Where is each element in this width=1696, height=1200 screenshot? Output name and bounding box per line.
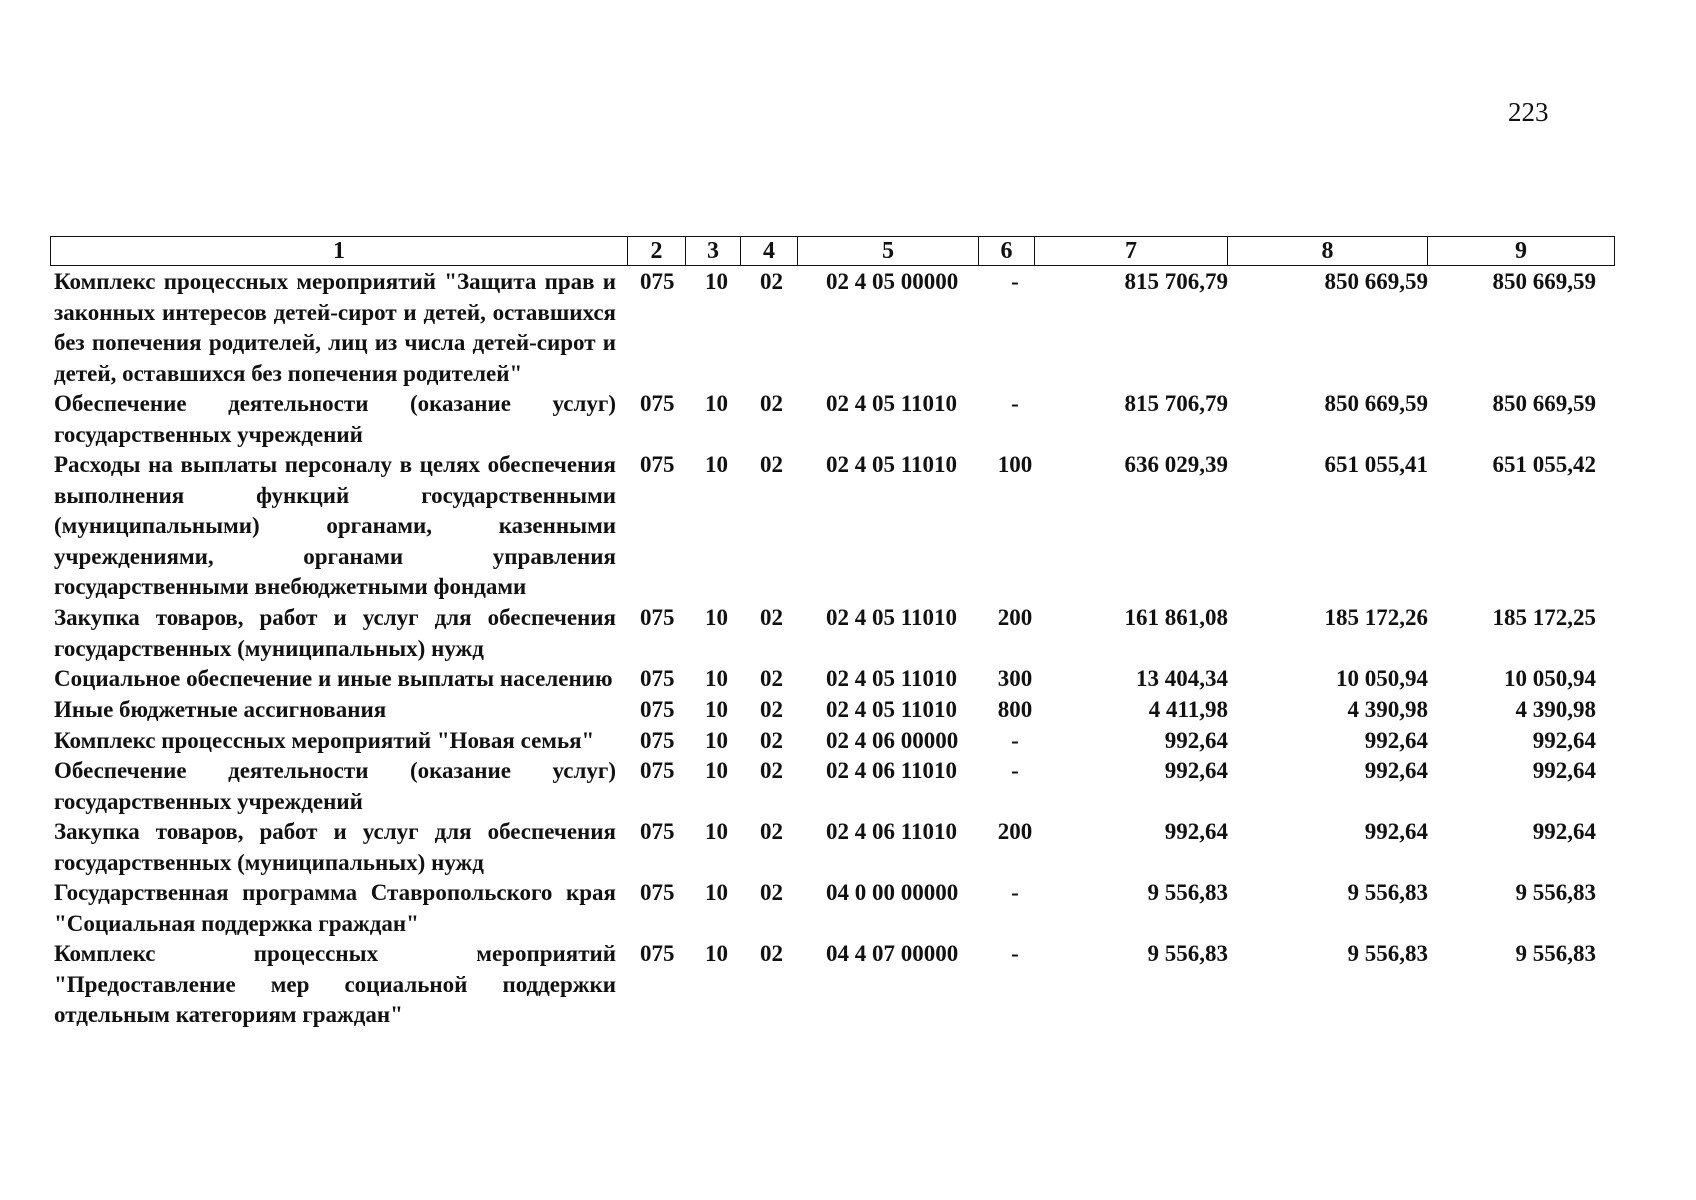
row-col-8: 992,64 [1364, 728, 1428, 753]
row-col-7: 161 861,08 [1124, 605, 1228, 630]
row-col-9: 4 390,98 [1515, 697, 1596, 722]
row-name: Закупка товаров, работ и услуг для обеспечения государственных (муниципальных) нужд [54, 605, 616, 661]
row-col-8: 9 556,83 [1347, 941, 1428, 966]
row-col-7: 9 556,83 [1147, 941, 1228, 966]
row-col-3: 10 [705, 391, 728, 416]
row-col-6: - [1011, 880, 1019, 905]
row-col-9: 992,64 [1532, 728, 1596, 753]
row-col-5: 02 4 05 11010 [826, 391, 957, 416]
row-col-9: 850 669,59 [1492, 269, 1596, 294]
row-col-5: 02 4 05 11010 [826, 666, 957, 691]
row-col-4: 02 [760, 452, 783, 477]
row-col-9: 992,64 [1532, 819, 1596, 844]
row-col-8: 992,64 [1364, 819, 1428, 844]
row-col-6: - [1011, 758, 1019, 783]
row-col-7: 992,64 [1164, 758, 1228, 783]
row-col-3: 10 [705, 605, 728, 630]
row-col-4: 02 [760, 697, 783, 722]
row-col-4: 02 [760, 728, 783, 753]
row-col-8: 850 669,59 [1324, 391, 1428, 416]
header-col-6: 6 [979, 237, 1035, 266]
row-col-2: 075 [640, 941, 675, 966]
row-col-6: 800 [997, 697, 1033, 722]
row-col-9: 9 556,83 [1515, 880, 1596, 905]
row-col-2: 075 [640, 391, 675, 416]
row-col-8: 651 055,41 [1324, 452, 1428, 477]
row-col-8: 9 556,83 [1347, 880, 1428, 905]
row-col-6: 200 [997, 819, 1033, 844]
row-col-7: 636 029,39 [1124, 452, 1228, 477]
row-col-7: 13 404,34 [1136, 666, 1228, 691]
row-name: Обеспечение деятельности (оказание услуг) государственных учреждений [54, 391, 616, 447]
row-col-3: 10 [705, 880, 728, 905]
row-name: Комплекс процессных мероприятий "Предоставление мер социальной поддержки отдельным категориям граждан" [54, 941, 616, 1028]
row-col-4: 02 [760, 880, 783, 905]
header-col-8: 8 [1228, 237, 1428, 266]
row-col-9: 992,64 [1532, 758, 1596, 783]
row-col-5: 02 4 05 00000 [826, 269, 959, 294]
row-name: Комплекс процессных мероприятий "Новая семья" [54, 728, 595, 753]
row-col-6: 200 [997, 605, 1033, 630]
row-col-6: - [1011, 728, 1019, 753]
row-col-8: 10 050,94 [1336, 666, 1428, 691]
row-col-4: 02 [760, 391, 783, 416]
row-col-3: 10 [705, 697, 728, 722]
row-col-3: 10 [705, 269, 728, 294]
row-col-6: - [1011, 941, 1019, 966]
header-col-1: 1 [51, 237, 628, 266]
row-col-5: 02 4 06 11010 [826, 819, 957, 844]
row-name: Государственная программа Ставропольского края "Социальная поддержка граждан" [54, 880, 616, 936]
row-col-9: 651 055,42 [1492, 452, 1596, 477]
row-col-3: 10 [705, 728, 728, 753]
row-col-2: 075 [640, 452, 675, 477]
row-col-4: 02 [760, 819, 783, 844]
row-col-2: 075 [640, 728, 675, 753]
row-col-3: 10 [705, 666, 728, 691]
row-name: Социальное обеспечение и иные выплаты населению [54, 666, 613, 691]
header-col-4: 4 [741, 237, 798, 266]
row-col-6: 100 [997, 452, 1033, 477]
row-name: Расходы на выплаты персоналу в целях обеспечения выполнения функций государственными (муниципальными) органами, казенными учреждениями, органами управления государственными внебюджетными фондами [54, 452, 616, 600]
row-col-5: 04 0 00 00000 [826, 880, 959, 905]
row-col-2: 075 [640, 605, 675, 630]
row-col-3: 10 [705, 941, 728, 966]
row-name: Обеспечение деятельности (оказание услуг) государственных учреждений [54, 758, 616, 814]
row-col-3: 10 [705, 819, 728, 844]
row-col-7: 9 556,83 [1147, 880, 1228, 905]
row-col-4: 02 [760, 758, 783, 783]
row-col-5: 02 4 05 11010 [826, 452, 957, 477]
row-col-2: 075 [640, 819, 675, 844]
row-col-5: 02 4 06 11010 [826, 758, 957, 783]
row-col-4: 02 [760, 269, 783, 294]
row-col-9: 10 050,94 [1504, 666, 1596, 691]
row-col-5: 02 4 06 00000 [826, 728, 959, 753]
row-col-9: 9 556,83 [1515, 941, 1596, 966]
header-col-5: 5 [798, 237, 979, 266]
header-col-2: 2 [628, 237, 686, 266]
row-col-2: 075 [640, 269, 675, 294]
row-col-5: 02 4 05 11010 [826, 605, 957, 630]
row-col-8: 4 390,98 [1347, 697, 1428, 722]
row-col-5: 04 4 07 00000 [826, 941, 959, 966]
row-col-6: - [1011, 269, 1019, 294]
header-col-3: 3 [686, 237, 741, 266]
row-col-2: 075 [640, 880, 675, 905]
header-col-9: 9 [1428, 237, 1615, 266]
row-col-7: 992,64 [1164, 728, 1228, 753]
row-name: Иные бюджетные ассигнования [54, 697, 387, 722]
row-col-5: 02 4 05 11010 [826, 697, 957, 722]
page-number: 223 [1508, 97, 1549, 127]
row-col-9: 850 669,59 [1492, 391, 1596, 416]
row-col-7: 992,64 [1164, 819, 1228, 844]
row-col-6: 300 [997, 666, 1033, 691]
row-name: Комплекс процессных мероприятий "Защита прав и законных интересов детей-сирот и детей, оставшихся без попечения родителей, лиц из числа детей-сирот и детей, оставшихся без попечения родителей" [54, 269, 616, 386]
row-col-2: 075 [640, 697, 675, 722]
row-col-9: 185 172,25 [1492, 605, 1596, 630]
header-col-7: 7 [1035, 237, 1228, 266]
row-col-6: - [1011, 391, 1019, 416]
row-col-4: 02 [760, 941, 783, 966]
row-col-8: 850 669,59 [1324, 269, 1428, 294]
row-col-7: 815 706,79 [1124, 391, 1228, 416]
row-col-2: 075 [640, 758, 675, 783]
row-col-7: 815 706,79 [1124, 269, 1228, 294]
row-col-3: 10 [705, 758, 728, 783]
row-col-4: 02 [760, 605, 783, 630]
row-col-4: 02 [760, 666, 783, 691]
row-col-3: 10 [705, 452, 728, 477]
row-col-8: 992,64 [1364, 758, 1428, 783]
row-col-2: 075 [640, 666, 675, 691]
row-name: Закупка товаров, работ и услуг для обеспечения государственных (муниципальных) нужд [54, 819, 616, 875]
row-col-7: 4 411,98 [1148, 697, 1228, 722]
row-col-8: 185 172,26 [1324, 605, 1428, 630]
